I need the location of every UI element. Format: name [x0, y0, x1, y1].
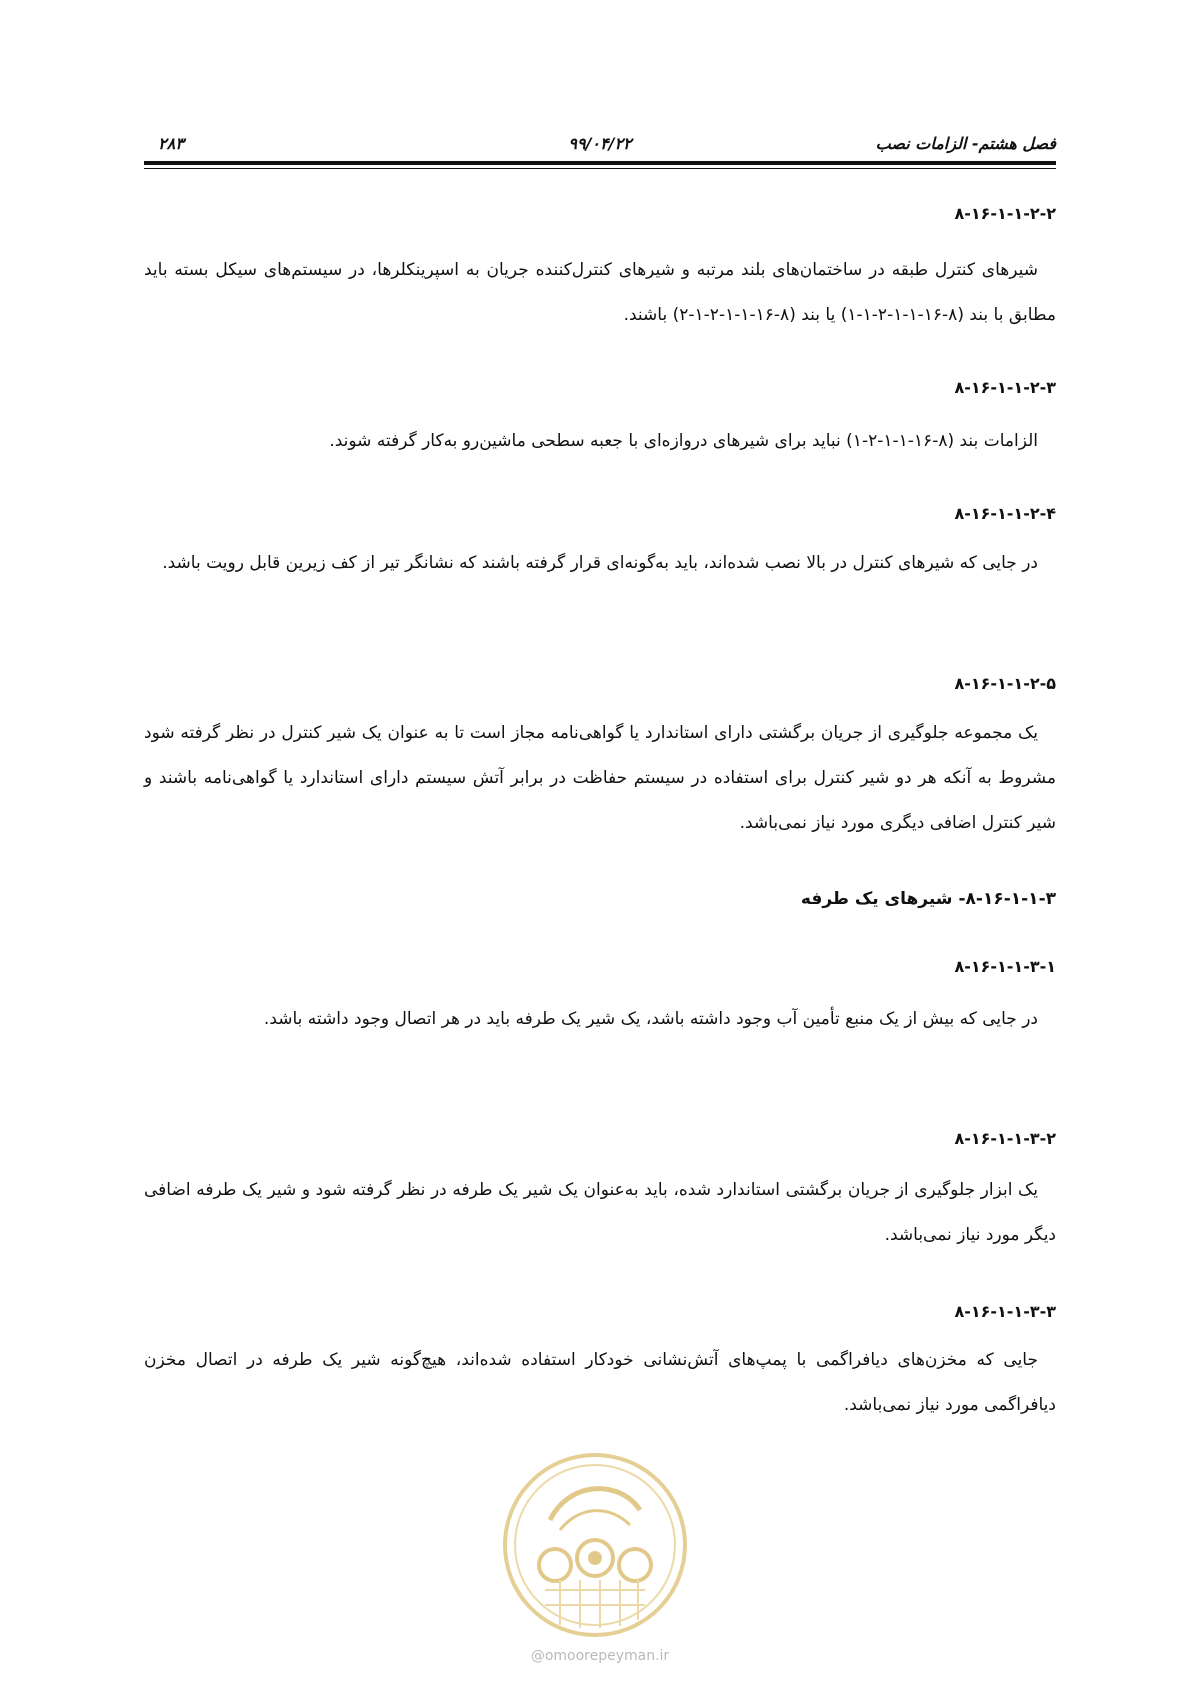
header-date: ۹۹/۰۴/۲۲ — [568, 134, 632, 153]
paragraph: الزامات بند (۸-۱۶-۱-۱-۲-۱) نباید برای شیرهای دروازه‌ای با جعبه سطحی ماشین‌رو به‌کار گرفته شوند. — [329, 431, 1038, 451]
paragraph: یک ابزار جلوگیری از جریان برگشتی استاندارد شده، باید به‌عنوان یک شیر یک طرفه در نظر گرفته شود و شیر یک طرفه اضافی دیگر مورد نیاز نمی‌باشد. — [144, 1180, 1056, 1245]
paragraph: در جایی که بیش از یک منبع تأمین آب وجود داشته باشد، یک شیر یک طرفه باید در هر اتصال وجود داشته باشد. — [263, 1009, 1038, 1029]
clause-number: ۸-۱۶-۱-۱-۳-۱ — [954, 957, 1056, 976]
paragraph: شیرهای کنترل طبقه در ساختمان‌های بلند مرتبه و شیرهای کنترل‌کننده جریان به اسپرینکلرها، در سیستم‌های سیکل بسته باید مطابق با بند (۸-۱۶-۱-۱-۲-۱-۱) یا بند (۸-۱۶-۱-۱-۲-۱-۲) باشند. — [144, 260, 1056, 325]
clause-number: ۸-۱۶-۱-۱-۳-۳ — [954, 1302, 1056, 1321]
paragraph: جایی که مخزن‌های دیافراگمی با پمپ‌های آتش‌نشانی خودکار استفاده شده‌اند، هیچ‌گونه شیر یک طرفه در اتصال مخزن دیافراگمی مورد نیاز نمی‌باشد. — [144, 1350, 1056, 1415]
clause-number: ۸-۱۶-۱-۱-۲-۴ — [954, 504, 1056, 523]
paragraph: در جایی که شیرهای کنترل در بالا نصب شده‌اند، باید به‌گونه‌ای قرار گرفته باشند که نشانگر تیر از کف زیرین قابل رویت باشد. — [162, 553, 1038, 573]
clause-number: ۸-۱۶-۱-۱-۲-۳ — [954, 378, 1056, 397]
page-header — [144, 130, 1056, 158]
clause-number: ۸-۱۶-۱-۱-۳-۲ — [954, 1129, 1056, 1148]
chapter-title: فصل هشتم- الزامات نصب — [875, 134, 1056, 153]
paragraph: یک مجموعه جلوگیری از جریان برگشتی دارای استاندارد یا گواهی‌نامه مجاز است تا به عنوان یک شیر کنترل در نظر گرفته شود مشروط به آنکه هر دو شیر کنترل برای استفاده در سیستم حفاظت در برابر آتش سیستم دارای استاندارد یا گواهی‌نامه باشند و شیر کنترل اضافی دیگری مورد نیاز نمی‌باشد. — [144, 723, 1056, 833]
page-number: ۲۸۳ — [158, 134, 184, 153]
header-rule-thick — [144, 161, 1056, 165]
at-icon: @ — [530, 1648, 545, 1664]
footer-website: @omoorepeyman.ir — [530, 1648, 670, 1664]
clause-number: ۸-۱۶-۱-۱-۲-۲ — [954, 204, 1056, 223]
clause-number: ۸-۱۶-۱-۱-۲-۵ — [954, 674, 1056, 693]
header-rule-thin — [144, 168, 1056, 169]
section-heading: ۸-۱۶-۱-۱-۳- شیرهای یک طرفه — [800, 889, 1056, 909]
watermark-logo — [500, 1450, 690, 1640]
